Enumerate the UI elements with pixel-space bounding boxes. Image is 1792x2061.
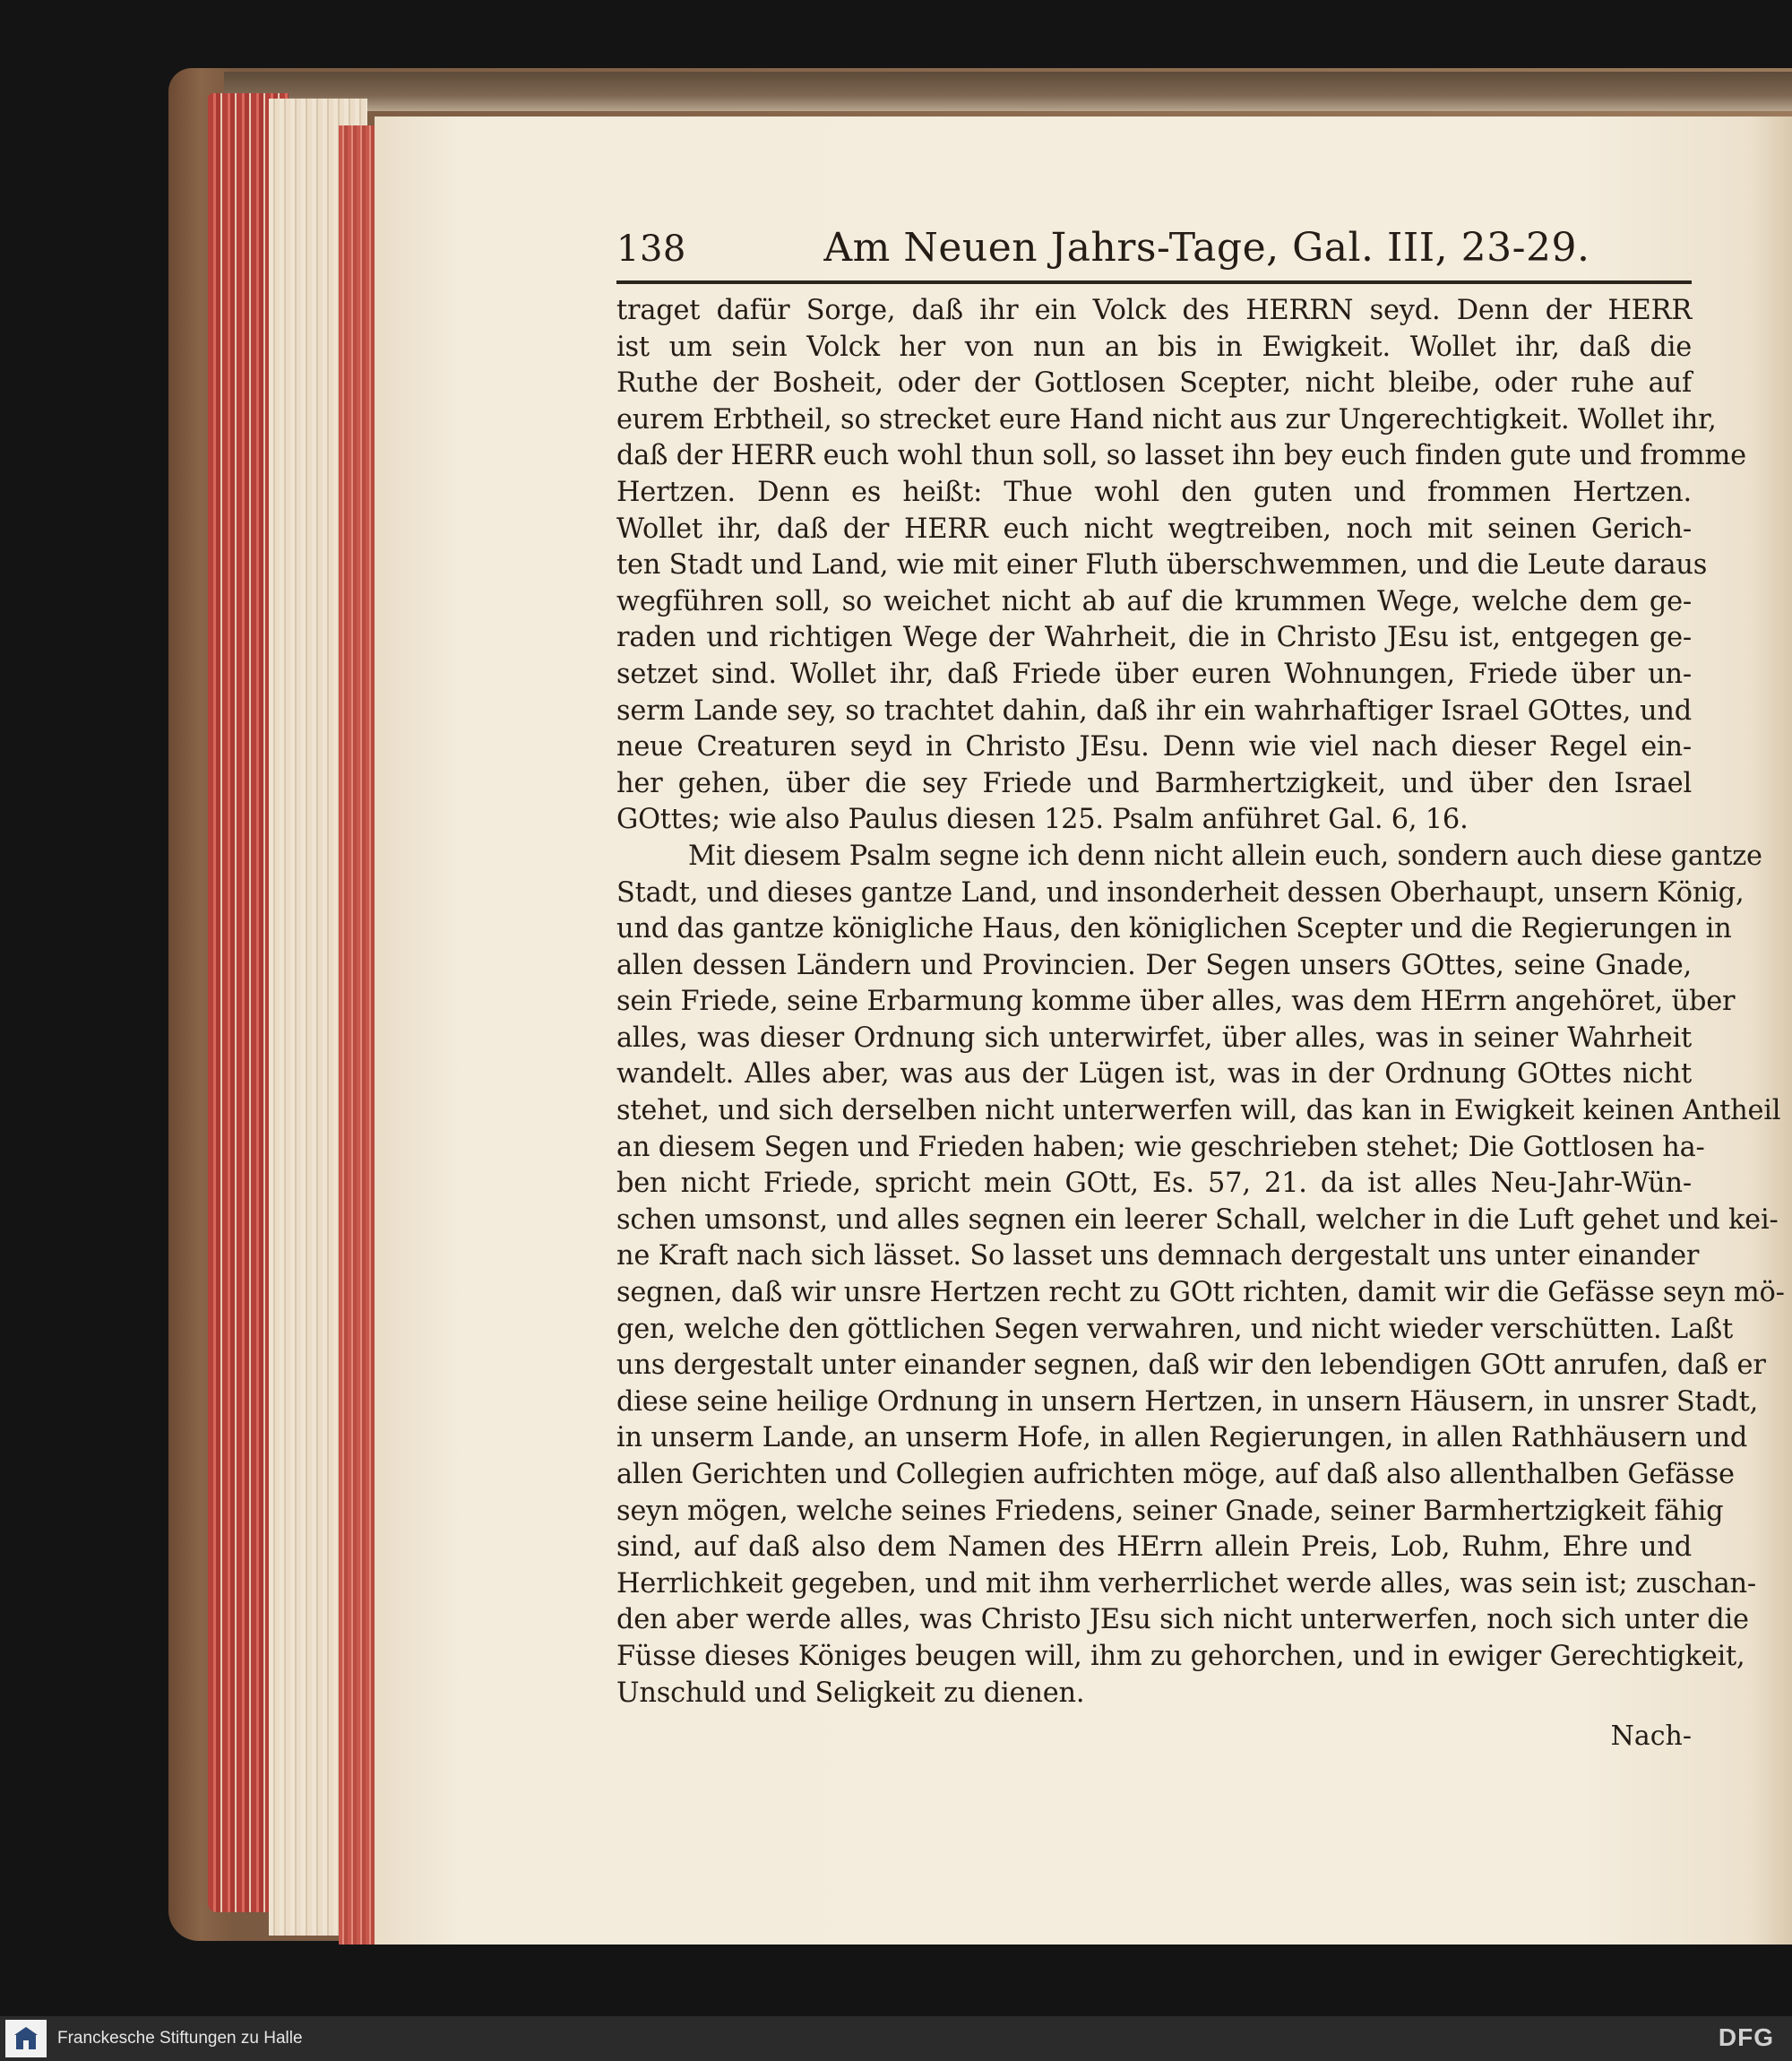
text-line: wandelt. Alles aber, was aus der Lügen ist, was in der Ordnung GOttes nicht (616, 1058, 1692, 1091)
text-line: traget dafür Sorge, daß ihr ein Volck des HERRN seyd. Denn der HERR (616, 295, 1692, 326)
text-line: eurem Erbtheil, so strecket eure Hand nicht aus zur Ungerechtigkeit. Wollet ihr, (616, 403, 1717, 435)
text-line: Ruthe der Bosheit, oder der Gottlosen Scepter, nicht bleibe, oder ruhe auf (616, 367, 1692, 400)
text-line: sein Friede, seine Erbarmung komme über alles, was dem HErrn angehöret, über (616, 986, 1736, 1018)
text-line: Unschuld und Seligkeit zu dienen. (616, 1677, 1085, 1709)
text-line: ne Kraft nach sich lässet. So lasset uns demnach dergestalt uns unter einander (616, 1240, 1700, 1272)
viewer-footer (0, 2016, 1792, 2061)
text-line: gen, welche den göttlichen Segen verwahren, und nicht wieder verschütten. Laßt (616, 1313, 1733, 1345)
page-text-block (616, 222, 1785, 1755)
institution-logo-icon (5, 2020, 47, 2057)
text-line: stehet, und sich derselben nicht unterwerfen will, das kan in Ewigkeit keinen Antheil (616, 1095, 1781, 1127)
text-line: segnen, daß wir unsre Hertzen recht zu GOtt richten, damit wir die Gefässe seyn mö- (616, 1277, 1785, 1309)
text-line: raden und richtigen Wege der Wahrheit, die in Christo JEsu ist, entgegen ge- (616, 622, 1692, 654)
text-line: GOttes; wie also Paulus diesen 125. Psalm anführet Gal. 6, 16. (616, 804, 1469, 836)
text-line: Herrlichkeit gegeben, und mit ihm verherrlichet werde alles, was sein ist; zuschan- (616, 1567, 1756, 1600)
text-line: Hertzen. Denn es heißt: Thue wohl den guten und frommen Hertzen. (616, 476, 1692, 508)
text-line: ist um sein Volck her von nun an bis in Ewigkeit. Wollet ihr, daß die (616, 331, 1692, 363)
book-spine-top (224, 72, 1792, 111)
page-number: 138 (616, 229, 686, 270)
text-line: diese seine heilige Ordnung in unsern Hertzen, in unsern Häusern, in unsrer Stadt, (616, 1385, 1759, 1418)
funder-logo: DFG (1718, 2023, 1774, 2051)
text-line: wegführen soll, so weichet nicht ab auf die krummen Wege, welche dem ge- (616, 585, 1692, 617)
text-line: setzet sind. Wollet ihr, daß Friede über euren Wohnungen, Friede über un- (616, 658, 1692, 690)
text-line: den aber werde alles, was Christo JEsu sich nicht unterwerfen, noch sich unter die (616, 1604, 1749, 1636)
text-line: her gehen, über die sey Friede und Barmhertzigkeit, und über den Israel (616, 767, 1692, 799)
text-line: alles, was dieser Ordnung sich unterwirfet, über alles, was in seiner Wahrheit (616, 1022, 1692, 1054)
text-line: Mit diesem Psalm segne ich denn nicht allein euch, sondern auch diese gantze (688, 840, 1762, 872)
text-line: und das gantze königliche Haus, den königlichen Scepter und die Regierungen in (616, 913, 1732, 945)
text-line: Füsse dieses Königes beugen will, ihm zu gehorchen, und in ewiger Gerechtigkeit, (616, 1640, 1745, 1672)
text-line: an diesem Segen und Frieden haben; wie geschrieben stehet; Die Gottlosen ha- (616, 1131, 1705, 1163)
text-line: Wollet ihr, daß der HERR euch nicht wegtreiben, noch mit seinen Gerich- (616, 513, 1692, 545)
text-line: allen Gerichten und Collegien aufrichten möge, auf daß also allenthalben Gefässe (616, 1459, 1735, 1490)
text-line: seyn mögen, welche seines Friedens, seiner Gnade, seiner Barmhertzigkeit fähig (616, 1495, 1724, 1527)
text-line: daß der HERR euch wohl thun soll, so lasset ihn bey euch finden gute und fromme (616, 440, 1746, 472)
text-line: uns dergestalt unter einander segnen, daß wir den lebendigen GOtt anrufen, daß er (616, 1350, 1766, 1382)
text-line: neue Creaturen seyd in Christo JEsu. Denn wie viel nach dieser Regel ein- (616, 731, 1692, 763)
institution-name: Franckesche Stiftungen zu Halle (57, 2029, 303, 2048)
catchword: Nach- (1610, 1720, 1692, 1753)
text-line: in unserm Lande, an unserm Hofe, in allen Regierungen, in allen Rathhäusern und (616, 1422, 1748, 1454)
body-text (616, 293, 1785, 1712)
text-line: ben nicht Friede, spricht mein GOtt, Es. 57, 21. da ist alles Neu-Jahr-Wün- (616, 1168, 1692, 1200)
text-line: schen umsonst, und alles segnen ein leerer Schall, welcher in die Luft gehet und kei- (616, 1203, 1779, 1236)
running-title: Am Neuen Jahrs-Tage, Gal. III, 23-29. (823, 225, 1590, 271)
text-line: allen dessen Ländern und Provincien. Der Segen unsers GOttes, seine Gnade, (616, 949, 1692, 981)
text-line: ten Stadt und Land, wie mit einer Fluth überschwemmen, und die Leute daraus (616, 549, 1708, 582)
running-header (616, 222, 1692, 284)
text-line: sind, auf daß also dem Namen des HErrn allein Preis, Lob, Ruhm, Ehre und (616, 1531, 1692, 1564)
text-line: serm Lande sey, so trachtet dahin, daß ihr ein wahrhaftiger Israel GOttes, und (616, 694, 1692, 727)
text-line: Stadt, und dieses gantze Land, und insonderheit dessen Oberhaupt, unsern König, (616, 876, 1745, 909)
